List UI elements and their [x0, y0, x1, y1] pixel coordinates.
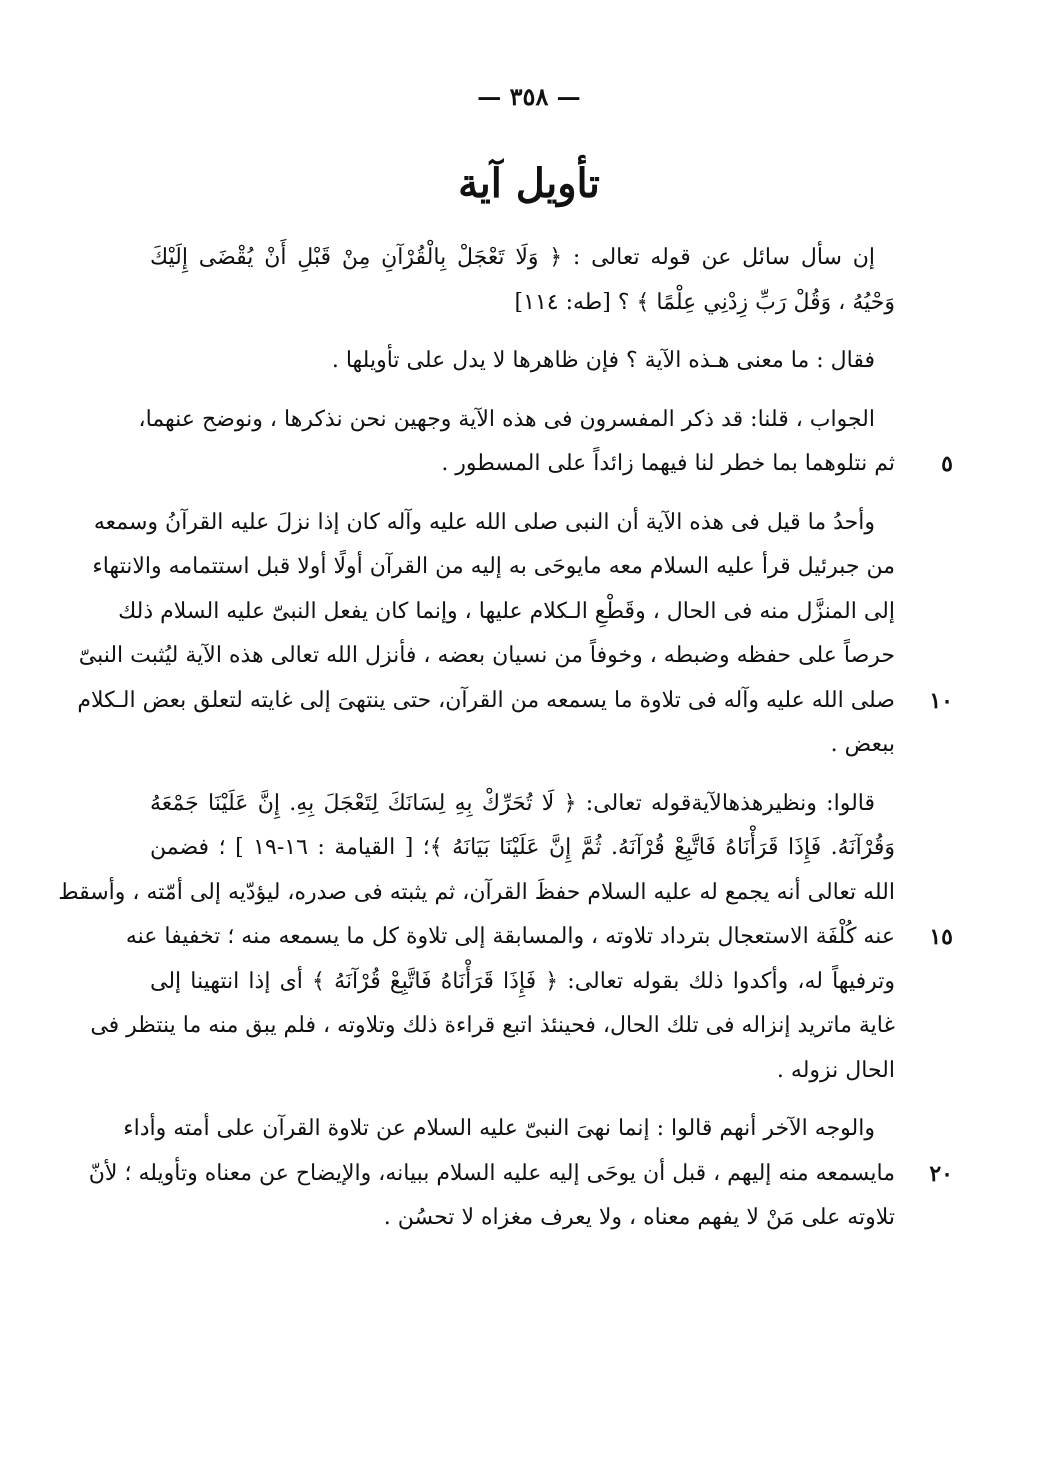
text-line: الجواب ، قلنا: قد ذكر المفسرون فى هذه الآية وجهين نحن نذكرها ، ونوضح عنهما،	[138, 406, 875, 432]
paragraph	[58, 782, 953, 1094]
body-text	[58, 236, 953, 1255]
line-number: ٢٠	[929, 1160, 953, 1187]
text-line: وأحدُ ما قيل فى هذه الآية أن النبى صلى الله عليه وآله كان إذا نزلَ عليه القرآنُ وسمعه	[93, 509, 875, 535]
paragraph	[138, 398, 953, 487]
text-line: مايسمعه منه إليهم ، قبل أن يوحَى إليه عليه السلام ببيانه، والإيضاح عن معناه وتأويله ؛ لأنّ ٢٠	[150, 1152, 895, 1197]
text-line: الله تعالى أنه يجمع له عليه السلام حفظَ القرآن، ثم يثبته فى صدره، ليؤدّيه إلى أمّته ، وأسقط	[58, 879, 895, 905]
text-line: إن سأل سائل عن قوله تعالى : ﴿ وَلَا تَعْجَلْ بِالْقُرْآنِ مِنْ قَبْلِ أَنْ يُقْضَى إِلَيْكَ	[150, 245, 875, 270]
text-line: وَحْيُهُ ، وَقُلْ رَبِّ زِدْنِي عِلْمًا ﴾ ؟ [طه: ١١٤]	[514, 289, 895, 315]
text-line: صلى الله عليه وآله فى تلاوة ما يسمعه من القرآن، حتى ينتهىَ إلى غايته لتعلق بعض الـكلام ١٠	[150, 679, 895, 724]
page-number: — ٣٥٨ —	[477, 82, 581, 111]
text-line: عنه كُلْفَة الاستعجال بترداد تلاوته ، والمسابقة إلى تلاوة كل ما يسمعه منه ؛ تخفيفا عنه ١٥	[150, 915, 895, 960]
text-line: ثم نتلوهما بما خطر لنا فيهما زائداً على المسطور . ٥	[150, 442, 895, 487]
text-line: حرصاً على حفظه وضبطه ، وخوفاً من نسيان بعضه ، فأنزل الله تعالى هذه الآية ليُثبت النبىّ	[78, 643, 895, 668]
paragraph	[150, 339, 895, 384]
text-line: وَقُرْآنَهُ. فَإِذَا قَرَأْنَاهُ فَاتَّبِعْ قُرْآنَهُ. ثُمَّ إِنَّ عَلَيْنَا بَيَانَهُ ﴾؛ [ القيامة : ١٦-١٩ ] ؛ فضمن	[150, 835, 895, 860]
paragraph	[77, 501, 953, 768]
text-line: من جبرئيل قرأ عليه السلام معه مايوحَى به إليه من القرآن أولًا أولا قبل استتمامه والانتهاء	[92, 554, 895, 579]
section-heading: تأويل آية	[458, 160, 600, 207]
text-line: والوجه الآخر أنهم قالوا : إنما نهىَ النبىّ عليه السلام عن تلاوة القرآن على أمته وأداء	[123, 1116, 875, 1141]
line-number: ١٠	[929, 687, 953, 714]
text-line: غاية ماتريد إنزاله فى تلك الحال، فحينئذ اتبع قراءة ذلك وتلاوته ، فلم يبق منه ما ينتظر فى	[90, 1013, 895, 1038]
paragraph	[88, 1107, 953, 1241]
text-line: تلاوته على مَنْ لا يفهم معناه ، ولا يعرف مغزاه لا تحسُن .	[383, 1205, 895, 1230]
text-line: قالوا: ونظيرهذهالآيةقوله تعالى: ﴿ لَا تُحَرِّكْ بِهِ لِسَانَكَ لِتَعْجَلَ بِهِ. إِنَّ عَلَيْنَا جَمْعَهُ	[150, 790, 875, 816]
text-line: فقال : ما معنى هـذه الآية ؟ فإن ظاهرها لا يدل على تأويلها .	[331, 348, 875, 373]
text-line: ببعض .	[830, 732, 895, 757]
text-line: الحال نزوله .	[776, 1057, 895, 1083]
text-line: إلى المنزَّل منه فى الحال ، وقَطْعِ الـكلام عليها ، وإنما كان يفعل النبىّ عليه السلام ذلك	[118, 598, 895, 624]
line-number: ١٥	[929, 924, 953, 950]
text-line: وترفيهاً له، وأكدوا ذلك بقوله تعالى: ﴿ فَإِذَا قَرَأْنَاهُ فَاتَّبِعْ قُرْآنَهُ ﴾ أى إذا انتهينا إلى	[150, 968, 895, 994]
paragraph	[150, 236, 895, 325]
line-number: ٥	[941, 451, 953, 477]
